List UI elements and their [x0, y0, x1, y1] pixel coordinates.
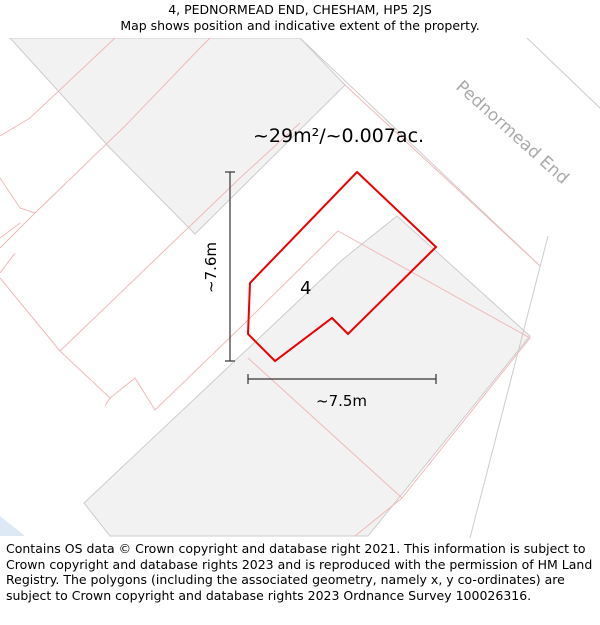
- map-subtitle: Map shows position and indicative extent of the property.: [120, 18, 480, 33]
- area-label: ~29m²/~0.007ac.: [253, 125, 425, 147]
- property-address: 4, PEDNORMEAD END, CHESHAM, HP5 2JS: [168, 2, 432, 17]
- attribution-text: Contains OS data © Crown copyright and database right 2021. This information is subject to Crown copyright and database rights 2023 and is reproduced with the permission of HM Land Registry. The polygons (including the associated geometry, namely x, y co-ordinates) are subject to Crown copyright and database rights 2023 Ordnance Survey 100026316.: [6, 541, 593, 603]
- water-area: [0, 516, 25, 536]
- map-header: [0, 0, 600, 38]
- plot-number: 4: [300, 278, 312, 299]
- map-canvas[interactable]: [0, 38, 600, 538]
- street-name-label: Pednormead End: [451, 76, 573, 189]
- height-label: ~7.6m: [202, 241, 220, 293]
- width-label: ~7.5m: [316, 392, 368, 410]
